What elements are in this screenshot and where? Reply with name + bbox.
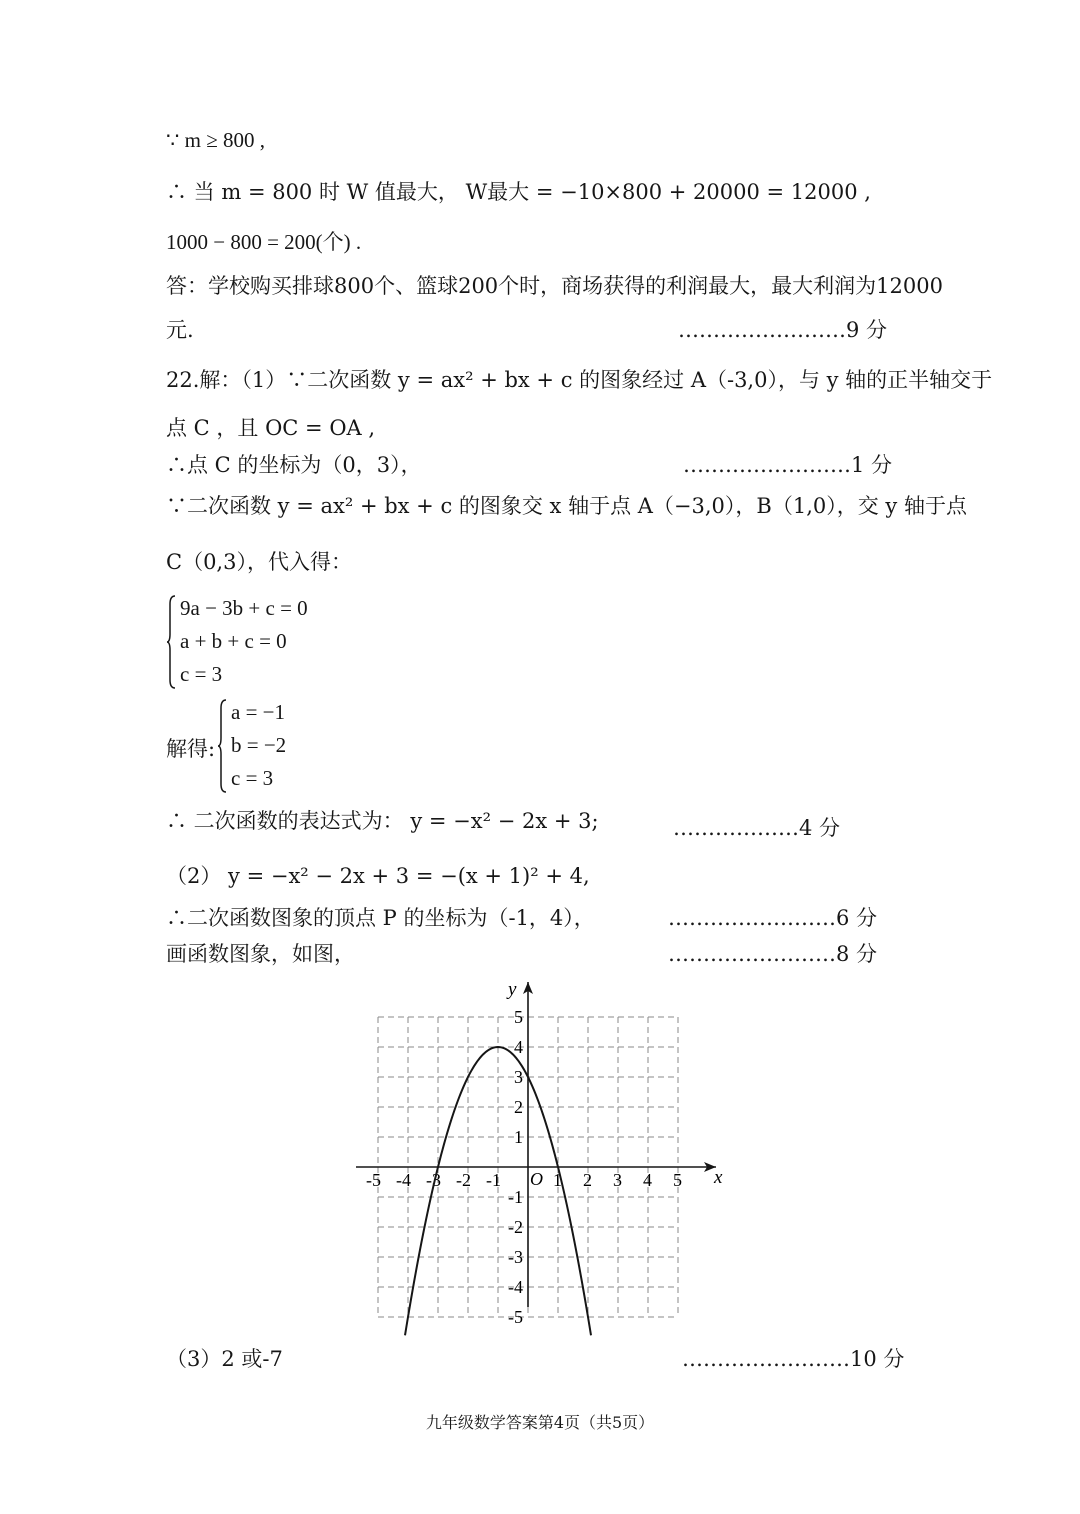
x-tick-label: -5	[366, 1170, 381, 1190]
x-tick-label: 1	[553, 1170, 562, 1190]
text-line-14: ∴二次函数图象的顶点 P 的坐标为（-1，4），	[166, 906, 595, 930]
y-axis-label: y	[508, 979, 517, 1000]
system1-eq-1: 9a − 3b + c = 0	[180, 596, 308, 620]
x-tick-label: 5	[673, 1170, 682, 1190]
x-tick-label: 4	[643, 1170, 652, 1190]
score-9: ……………………9 分	[678, 318, 888, 342]
page-footer: 九年级数学答案第4页（共5页）	[425, 1413, 655, 1432]
x-tick-label: -4	[396, 1170, 411, 1190]
x-tick-label: 3	[613, 1170, 622, 1190]
y-tick-label: 2	[514, 1097, 523, 1117]
y-tick-label: 5	[514, 1007, 523, 1027]
text-line-3: 1000 − 800 = 200(个) .	[166, 230, 362, 254]
system1-eq-2: a + b + c = 0	[180, 629, 287, 653]
text-line-4: 答：学校购买排球800个、篮球200个时，商场获得的利润最大，最大利润为12000	[166, 274, 943, 298]
score-10: ……………………10 分	[682, 1347, 905, 1371]
text-line-13: （2） y = −x² − 2x + 3 = −(x + 1)² + 4,	[166, 864, 590, 888]
y-tick-label: 4	[514, 1037, 523, 1057]
text-line-12: ∴ 二次函数的表达式为： y = −x² − 2x + 3;	[166, 809, 599, 833]
y-tick-label: -2	[508, 1217, 523, 1237]
system2-eq-2: b = −2	[231, 733, 287, 757]
x-tick-label: -2	[456, 1170, 471, 1190]
score-8: ……………………8 分	[668, 942, 878, 966]
system2-eq-1: a = −1	[231, 700, 286, 724]
score-1: ……………………1 分	[683, 453, 893, 477]
system2-eq-3: c = 3	[231, 766, 274, 790]
y-tick-label: -1	[508, 1187, 523, 1207]
text-line-6: 22.解：（1）∵二次函数 y = ax² + bx + c 的图象经过 A（-3,0），与 y 轴的正半轴交于	[166, 368, 993, 392]
text-line-7: 点 C ，且 OC = OA ,	[166, 416, 376, 440]
y-tick-label: 1	[514, 1127, 523, 1147]
y-tick-label: -5	[508, 1307, 523, 1327]
text-line-8: ∴点 C 的坐标为（0，3），	[166, 453, 422, 477]
axes	[356, 982, 716, 1307]
text-line-1: ∵ m ≥ 800 ,	[166, 128, 265, 152]
origin-label: O	[530, 1169, 543, 1189]
text-line-10: C（0,3），代入得：	[166, 550, 352, 574]
x-tick-label: 2	[583, 1170, 592, 1190]
text-line-15: 画函数图象，如图，	[166, 942, 355, 966]
text-line-5: 元.	[166, 318, 194, 342]
score-4: ………………4 分	[673, 816, 841, 840]
y-tick-label: 3	[514, 1067, 523, 1087]
text-line-16: （3）2 或-7	[166, 1347, 283, 1371]
x-tick-label: -1	[486, 1170, 501, 1190]
x-tick-label: -3	[426, 1170, 441, 1190]
score-6: ……………………6 分	[668, 906, 878, 930]
y-tick-label: -3	[508, 1247, 523, 1267]
text-line-9: ∵二次函数 y = ax² + bx + c 的图象交 x 轴于点 A（−3,0），B（1,0），交 y 轴于点	[166, 494, 967, 518]
solve-label: 解得:	[166, 737, 216, 761]
tick-labels	[366, 979, 723, 1327]
text-line-2: ∴ 当 m = 800 时 W 值最大， W最大 = −10×800 + 20000 = 12000 ,	[166, 180, 871, 204]
system1-eq-3: c = 3	[180, 662, 223, 686]
y-tick-label: -4	[508, 1277, 523, 1297]
x-axis-label: x	[714, 1167, 723, 1188]
